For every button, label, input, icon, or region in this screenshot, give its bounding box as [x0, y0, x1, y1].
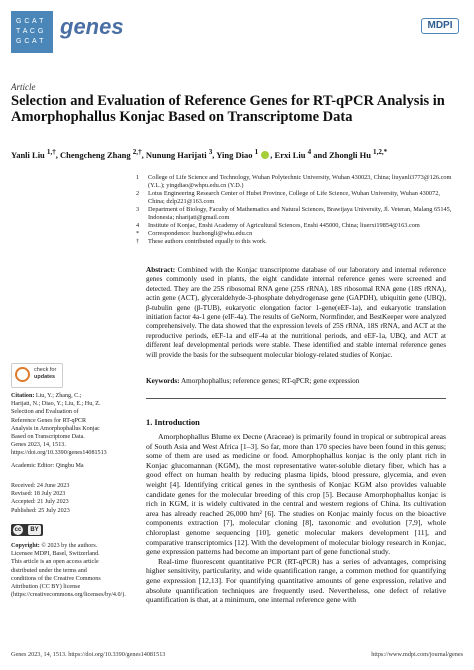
citation-label: Citation: — [11, 393, 35, 399]
author-name[interactable]: Yanli Liu — [11, 149, 45, 160]
academic-editor: Academic Editor: Qingbu Ma — [11, 463, 84, 469]
cc-icon: cc — [14, 527, 22, 533]
publisher-logo: MDPI — [421, 18, 459, 34]
journal-name: genes — [60, 14, 124, 39]
copyright-block — [11, 542, 126, 599]
paragraph: Amorphophallus Blume ex Decne (Araceae) is primarily found in tropical or subtropical areas of South Asia and West Africa [1–3]. So far, more than 170 species have been found in this genus; some of them are used as medicine or food. Amorphophallus konjac is the only plant rich in Konjac glucomannan (KGM), the most representative water-soluble dietary fiber, which has a good effect on human health by reducing plasma lipids, blood pressure, glycemia, and even weight [4]. Identifying critical genes in the synthesis of Konjac KGM also provides valuable candidate genes for the molecular breeding of this crop [5]. Because Amorphophallus konjac is rich in KGM, it is widely cultivated in the central and western regions of China. Its cultivation area has already reached 26,000 hm² [6]. The studies on Konjac mainly focus on the bioactive components extraction [7], molecular cloning [8], taxonomic and evolution [7,9], whole chloroplast genome sequencing [10], genetic molecular makers development [11], and comparative transcriptomics [12]. With the development of molecular biology research in Konjac, gene expression patterns had become an important part of gene functional study. — [146, 432, 446, 557]
author-name[interactable]: Nunung Harijati — [145, 149, 207, 160]
affiliation-item — [136, 190, 456, 206]
orcid-icon[interactable] — [261, 151, 269, 159]
introduction-body — [146, 432, 446, 605]
section-heading: 1. Introduction — [146, 418, 200, 427]
check-for-updates-button[interactable] — [11, 363, 63, 388]
affiliation-mark: † — [136, 238, 140, 245]
keywords-text: Amorphophallus; reference genes; RT-qPCR; gene expression — [180, 377, 360, 385]
correspondence-text[interactable]: Correspondence: huzhongli@whu.edu.cn — [148, 230, 253, 237]
logo-line: T A C G — [16, 28, 44, 35]
affiliations — [136, 174, 456, 246]
affiliation-mark: 4 — [136, 222, 140, 229]
citation-text[interactable]: Liu, Y.; Zhang, C.; Harijati, N.; Diao, Y.; Liu, E.; Hu, Z. Selection and Evaluation of Reference Genes for RT-qPCR Analysis in Amorphophallus Konjac Based on Transcriptome Data. Genes 2023, 14, 1513. https://doi.org/10.3390/genes14081513 — [11, 393, 107, 457]
affiliation-text: College of Life Science and Technology, Wuhan Polytechnic University, Wuhan 430023, China; liuyanli3773@126.com (Y.L.); yingdiao@whpu.edu.cn (Y.D.) — [148, 174, 452, 189]
affiliation-item — [136, 206, 456, 222]
affiliation-item — [136, 174, 456, 190]
affiliation-item — [136, 222, 456, 230]
logo-line: G C A T — [16, 38, 44, 45]
author-sup: 1 — [254, 148, 259, 156]
equal-contribution-text: These authors contributed equally to this work. — [148, 238, 267, 245]
citation-block — [11, 392, 107, 458]
keywords — [146, 377, 446, 386]
abstract-label: Abstract: — [146, 266, 176, 274]
author-name[interactable]: Ying Diao — [216, 149, 253, 160]
affiliation-text: Institute of Konjac, Enshi Academy of Agricultural Sciences, Enshi 445000, China; liuerxi19854@163.com — [148, 222, 420, 229]
keywords-label: Keywords: — [146, 377, 180, 385]
author-name[interactable]: Zhongli Hu — [329, 149, 371, 160]
article-type: Article — [11, 82, 36, 92]
date-accepted: Accepted: 21 July 2023 — [11, 499, 69, 506]
author-sup: 1,2,* — [373, 148, 388, 156]
date-received: Received: 24 June 2023 — [11, 483, 70, 489]
by-icon: BY — [28, 525, 41, 535]
logo-line: G C A T — [16, 18, 44, 25]
date-revised: Revised: 18 July 2023 — [11, 491, 66, 498]
updates-line: check for — [34, 367, 57, 373]
abstract — [146, 266, 446, 360]
author-sup: 3 — [208, 148, 213, 156]
affiliation-text: Lotus Engineering Research Center of Hubei Province, College of Life Science, Wuhan University, Wuhan 430072, China; dzlp221@163.com — [148, 190, 440, 205]
cc-by-license-badge[interactable] — [11, 524, 43, 536]
author-list: Yanli Liu $^{1,\dagger}$, Chengcheng Zhang $^{2,\dagger}$, Nunung Harijati $^3$, Ying Diao $^1$ , Erxi Liu $^4$ and Zhongli Hu $^{1,2,*}$ — [11, 148, 388, 160]
author-name[interactable]: Erxi Liu — [274, 149, 306, 160]
author-sup: 1,† — [46, 148, 56, 156]
affiliation-text: Department of Biology, Faculty of Mathematics and Natural Sciences, Brawijaya University, Jl. Veteran, Malang 65145, Indonesia; nharijati@gmail.com — [148, 206, 452, 221]
affiliation-mark: 1 — [136, 174, 140, 181]
page-footer — [11, 651, 463, 658]
updates-line: updates — [34, 374, 56, 380]
affiliation-mark: 2 — [136, 190, 140, 197]
article-title: Selection and Evaluation of Reference Genes for RT-qPCR Analysis in Amorphophallus Konjac Based on Transcriptome Data — [11, 93, 445, 125]
footer-citation[interactable]: Genes 2023, 14, 1513. https://doi.org/10.3390/genes14081513 — [11, 651, 166, 658]
journal-logo — [11, 11, 53, 53]
divider — [146, 398, 446, 399]
author-sup: 2,† — [132, 148, 142, 156]
author-name[interactable]: Chengcheng Zhang — [60, 149, 131, 160]
dates-block — [11, 482, 101, 515]
affiliation-mark: * — [136, 230, 140, 237]
copyright-label: Copyright: — [11, 543, 40, 549]
footer-journal-url[interactable]: https://www.mdpi.com/journal/genes — [371, 651, 463, 658]
paragraph: Real-time fluorescent quantitative PCR (RT-qPCR) has a series of advantages, comprising higher sensitivity, particularity, and wide quantification range, a common method for quantifying gene expression [12,13]. For quantifying quantitative amounts of gene expression, relative and absolute quantification techniques are frequently used. Nevertheless, one defect of relative quantification is that, at a minimum, one internal reference gene with — [146, 556, 446, 605]
correspondence-item — [136, 230, 456, 238]
author-sup: 4 — [307, 148, 312, 156]
abstract-text: Combined with the Konjac transcriptome database of our laboratory and internal reference genes commonly used in plants, the eight candidate internal reference genes were screened and detected. They are the 25S ribosomal RNA gene (25S rRNA), 18S ribosomal RNA gene (18S rRNA), actin gene (ACT), glyceraldehyde-3-phosphate dehydrogenase gene (GAPDH), ubiquitin gene (UBQ), β-tubulin gene (β-TUB), eukaryotic elongation factor 1-gene(eEF-1a), and eukaryotic translation initiation factor 4a-1 gene (eIF-4a). The results of GeNorm, Normfinder, and BestKeeper were analyzed comprehensively. The data showed that the expression levels of 25S rRNA, 18S rRNA, and ACT at the reproductive periods, eEF-1a and eIF-4a at the nutritional periods, and eEF-1a, UBQ, and ACT at different leaf developmental periods were stable. These identified and stable internal reference genes will provide the basis for the subsequent molecular biology-related studies of Konjac. — [146, 266, 446, 359]
date-published: Published: 25 July 2023 — [11, 507, 70, 514]
update-icon — [15, 367, 30, 382]
copyright-text: © 2023 by the authors. Licensee MDPI, Basel, Switzerland. This article is an open access article distributed under the terms and conditions of the Creative Commons Attribution (CC BY) license (https://creativecommons.org/licenses/by/4.0/). — [11, 543, 126, 599]
affiliation-mark: 3 — [136, 206, 140, 213]
equal-contribution-note — [136, 238, 456, 246]
